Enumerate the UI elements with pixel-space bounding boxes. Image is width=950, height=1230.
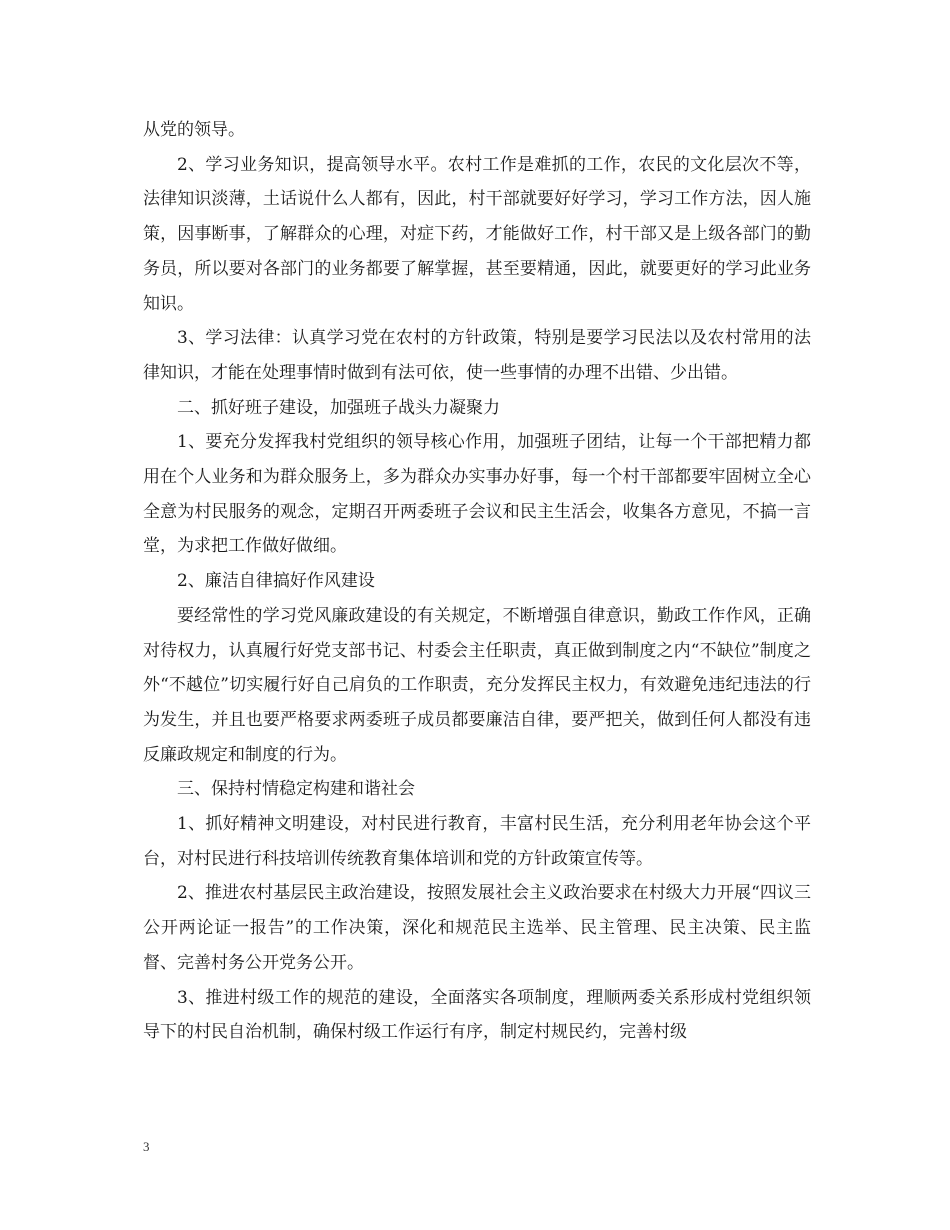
section-heading: 三、保持村情稳定构建和谐社会: [177, 779, 415, 800]
subsection-heading: 2、廉洁自律搞好作风建设: [177, 571, 375, 592]
paragraph: 1、要充分发挥我村党组织的领导核心作用，加强班子团结，让每一个干部把精力都用在个人业务和为群众服务上，多为群众办实事办好事，每一个村干部都要牢固树立全心全意为村民服务的观念，定期召开两委班子会议和民主生活会，收集各方意见，不搞一言堂，为求把工作做好做细。: [143, 432, 811, 557]
paragraph: 2、推进农村基层民主政治建设，按照发展社会主义政治要求在村级大力开展“四议三公开两论证一报告”的工作决策，深化和规范民主选举、民主管理、民主决策、民主监督、完善村务公开党务公开。: [143, 883, 811, 973]
section-heading: 二、抓好班子建设，加强班子战头力凝聚力: [177, 397, 500, 418]
paragraph: 1、抓好精神文明建设，对村民进行教育，丰富村民生活，充分利用老年协会这个平台，对村民进行科技培训传统教育集体培训和党的方针政策宣传等。: [143, 814, 811, 869]
paragraph: 3、学习法律：认真学习党在农村的方针政策，特别是要学习民法以及农村常用的法律知识，才能在处理事情时做到有法可依，使一些事情的办理不出错、少出错。: [143, 328, 811, 383]
document-body: [143, 113, 811, 1050]
page-number: 3: [143, 1139, 150, 1154]
paragraph: 3、推进村级工作的规范的建设，全面落实各项制度，理顺两委关系形成村党组织领导下的村民自治机制，确保村级工作运行有序，制定村规民约，完善村级: [143, 987, 811, 1043]
paragraph: 2、学习业务知识，提高领导水平。农村工作是难抓的工作，农民的文化层次不等，法律知识淡薄，土话说什么人都有，因此，村干部就要好好学习，学习工作方法，因人施策，因事断事，了解群众的心理，对症下药，才能做好工作，村干部又是上级各部门的勤务员，所以要对各部门的业务都要了解掌握，甚至要精通，因此，就要更好的学习此业务知识。: [143, 154, 811, 314]
paragraph: 从党的领导。: [143, 120, 245, 140]
paragraph: 要经常性的学习党风廉政建设的有关规定，不断增强自律意识，勤政工作作风，正确对待权力，认真履行好党支部书记、村委会主任职责，真正做到制度之内“不缺位”制度之外“不越位”切实履行好自己肩负的工作职责，充分发挥民主权力，有效避免违纪违法的行为发生，并且也要严格要求两委班子成员都要廉洁自律，要严把关，做到任何人都没有违反廉政规定和制度的行为。: [143, 605, 811, 765]
